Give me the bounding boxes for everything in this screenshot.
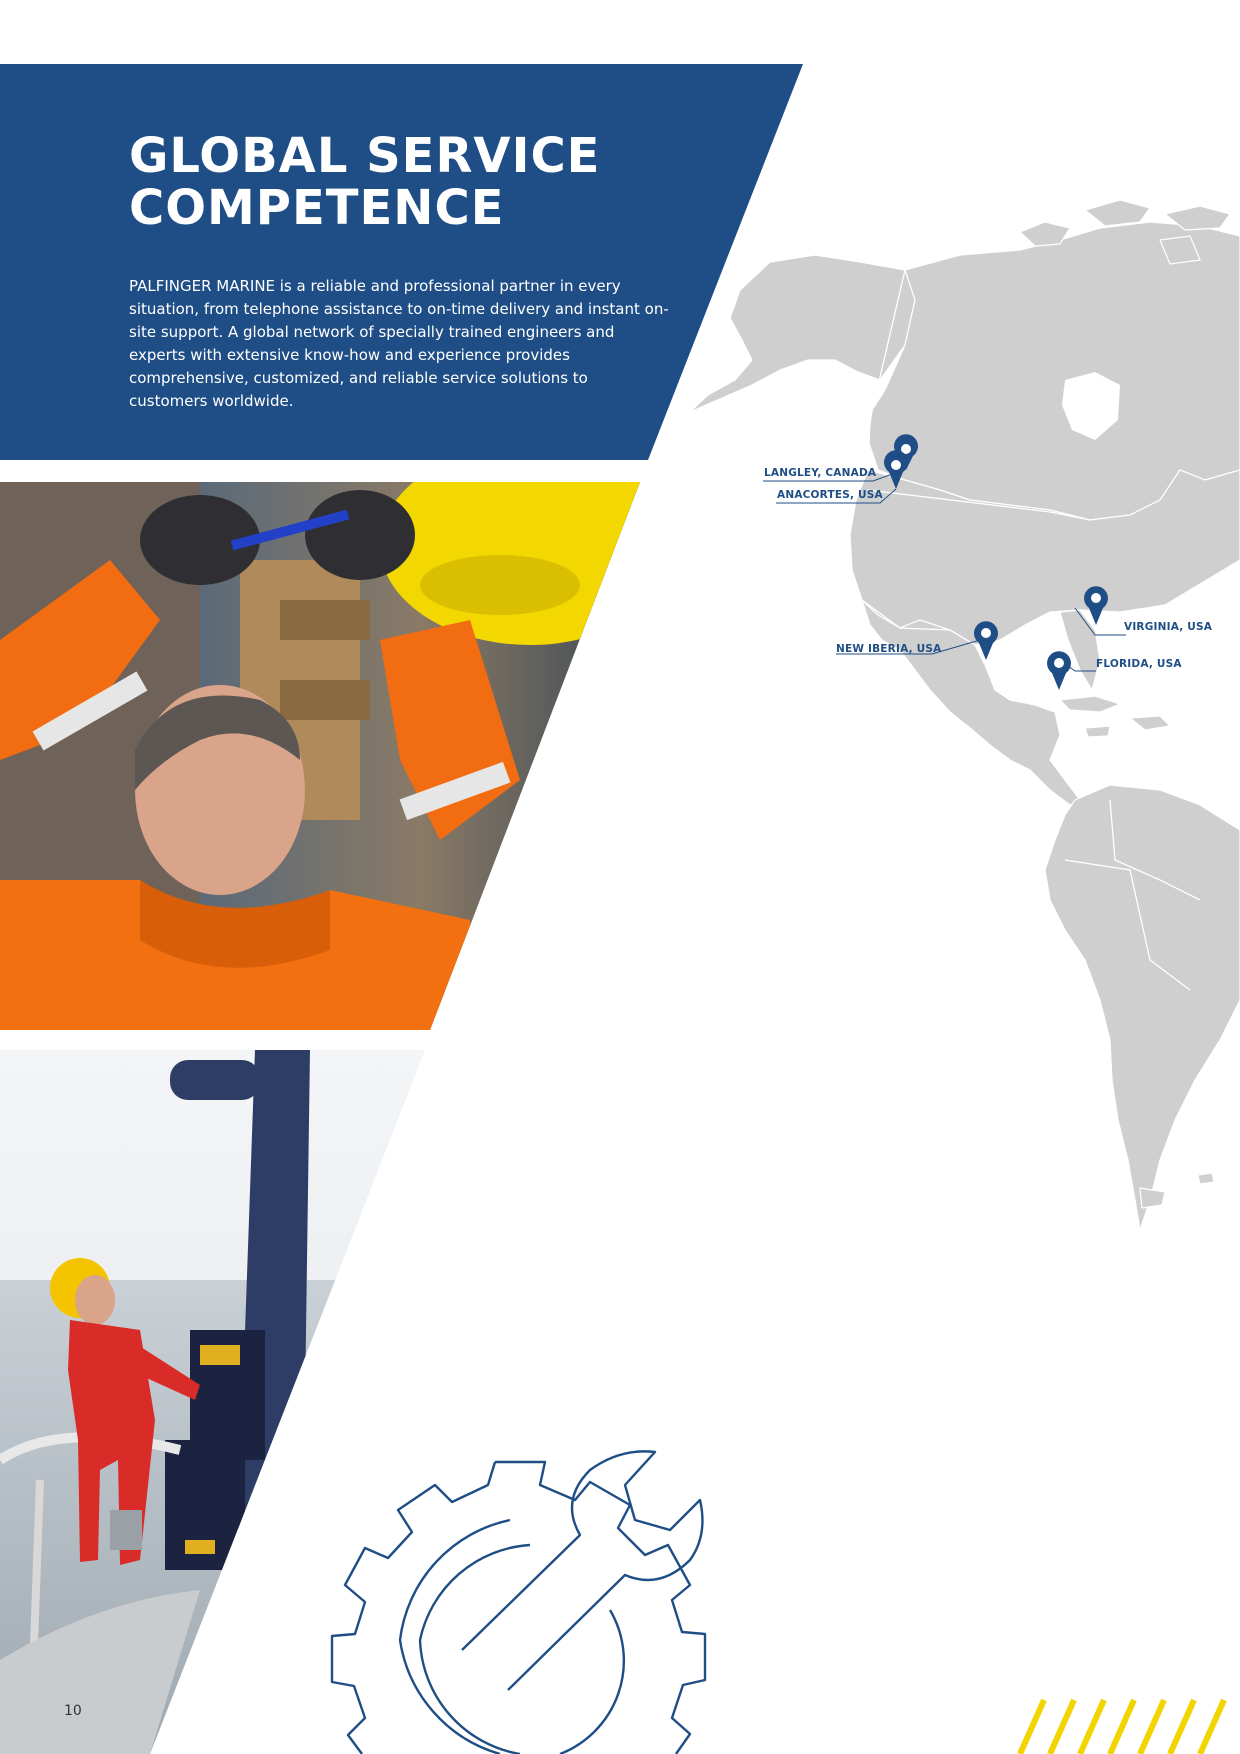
title-line: GLOBAL SERVICE [129, 128, 601, 184]
page-number: 10 [64, 1703, 82, 1719]
location-label-virginia: VIRGINIA, USA [1124, 621, 1213, 633]
location-label-langley: LANGLEY, CANADA [764, 467, 877, 479]
pin-icon [1047, 651, 1071, 690]
americas-map [690, 200, 1240, 1230]
photo-technician [0, 445, 680, 1030]
page-title [129, 130, 689, 234]
intro-paragraph: PALFINGER MARINE is a reliable and professional partner in every situation, from telephone assistance to on-time delivery and instant on-site support. A global network of specially trained engineers and experts with extensive know-how and experience provides comprehensive, customized, and reliable service solutions to customers worldwide. [129, 277, 669, 410]
location-label-anacortes: ANACORTES, USA [777, 489, 883, 501]
gear-wrench-icon [332, 1451, 705, 1754]
accent-stripes [1020, 1700, 1224, 1754]
location-label-florida: FLORIDA, USA [1096, 658, 1182, 670]
title-line: COMPETENCE [129, 180, 505, 236]
photo-deck-worker [0, 1050, 425, 1754]
location-label-new-iberia: NEW IBERIA, USA [836, 643, 942, 655]
